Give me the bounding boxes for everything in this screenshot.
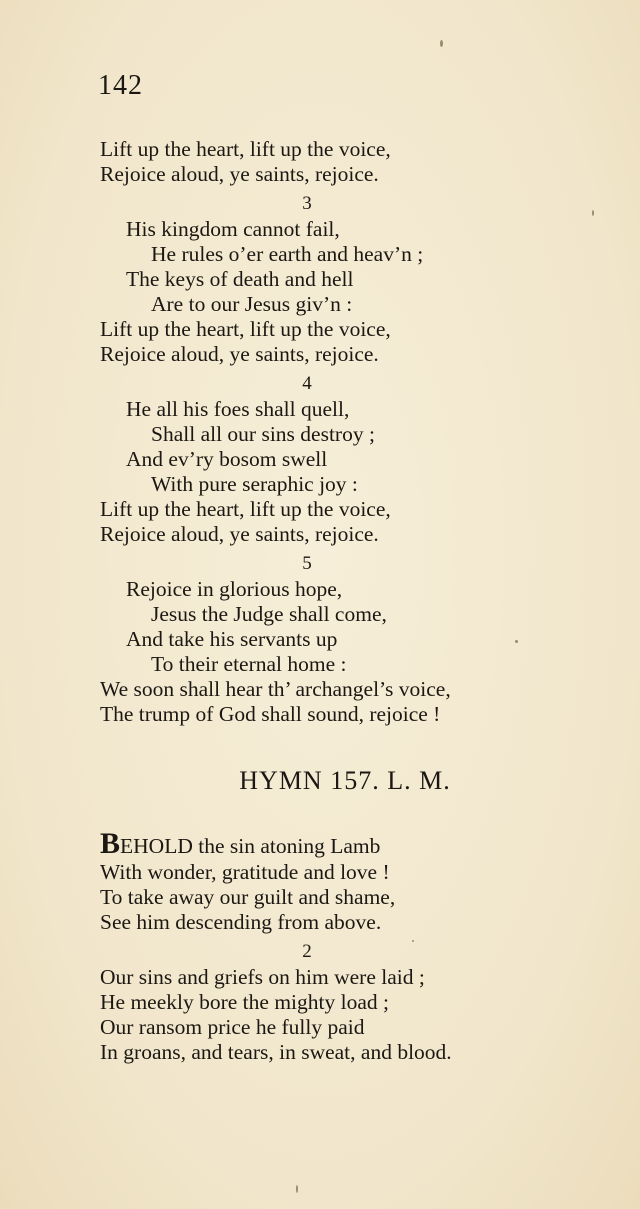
verse-line: We soon shall hear th’ archangel’s voice, bbox=[100, 677, 451, 701]
verse-line: And ev’ry bosom swell bbox=[126, 447, 328, 471]
verse-line: Rejoice aloud, ye saints, rejoice. bbox=[100, 162, 379, 186]
verse-line: His kingdom cannot fail, bbox=[126, 217, 340, 241]
verse-line: Our ransom price he fully paid bbox=[100, 1015, 365, 1039]
first-line-text: EHOLD the sin atoning Lamb bbox=[120, 834, 381, 858]
verse-line: See him descending from above. bbox=[100, 910, 382, 934]
paper-speck bbox=[296, 1185, 298, 1193]
paper-speck bbox=[412, 940, 414, 942]
paper-speck bbox=[592, 210, 594, 216]
verse-line: Rejoice in glorious hope, bbox=[126, 577, 343, 601]
verse-line: To their eternal home : bbox=[151, 652, 347, 676]
stanza-number: 2 bbox=[302, 941, 312, 962]
paper-speck bbox=[515, 640, 518, 643]
verse-line: To take away our guilt and shame, bbox=[100, 885, 396, 909]
verse-line: With pure seraphic joy : bbox=[151, 472, 358, 496]
verse-line: Are to our Jesus giv’n : bbox=[151, 292, 353, 316]
verse-line: He meekly bore the mighty load ; bbox=[100, 990, 389, 1014]
paper-speck bbox=[440, 40, 443, 47]
verse-line: Our sins and griefs on him were laid ; bbox=[100, 965, 425, 989]
verse-line: He rules o’er earth and heav’n ; bbox=[151, 242, 424, 266]
stanza-number: 4 bbox=[302, 373, 312, 394]
verse-line: Shall all our sins destroy ; bbox=[151, 422, 375, 446]
verse-line: Lift up the heart, lift up the voice, bbox=[100, 137, 391, 161]
verse-line: Jesus the Judge shall come, bbox=[151, 602, 387, 626]
verse-line: Rejoice aloud, ye saints, rejoice. bbox=[100, 522, 379, 546]
stanza-number: 3 bbox=[302, 193, 312, 214]
verse-line: With wonder, gratitude and love ! bbox=[100, 860, 390, 884]
drop-cap: B bbox=[100, 827, 121, 860]
verse-line: The trump of God shall sound, rejoice ! bbox=[100, 702, 441, 726]
verse-line: The keys of death and hell bbox=[126, 267, 354, 291]
verse-line bbox=[100, 827, 381, 860]
verse-line: And take his servants up bbox=[126, 627, 338, 651]
verse-line: Lift up the heart, lift up the voice, bbox=[100, 497, 391, 521]
verse-line: He all his foes shall quell, bbox=[126, 397, 350, 421]
verse-line: Rejoice aloud, ye saints, rejoice. bbox=[100, 342, 379, 366]
stanza-number: 5 bbox=[302, 553, 312, 574]
verse-line: In groans, and tears, in sweat, and blood. bbox=[100, 1040, 452, 1064]
hymn-title: HYMN 157. L. M. bbox=[239, 766, 451, 795]
page-number: 142 bbox=[98, 70, 143, 101]
verse-line: Lift up the heart, lift up the voice, bbox=[100, 317, 391, 341]
